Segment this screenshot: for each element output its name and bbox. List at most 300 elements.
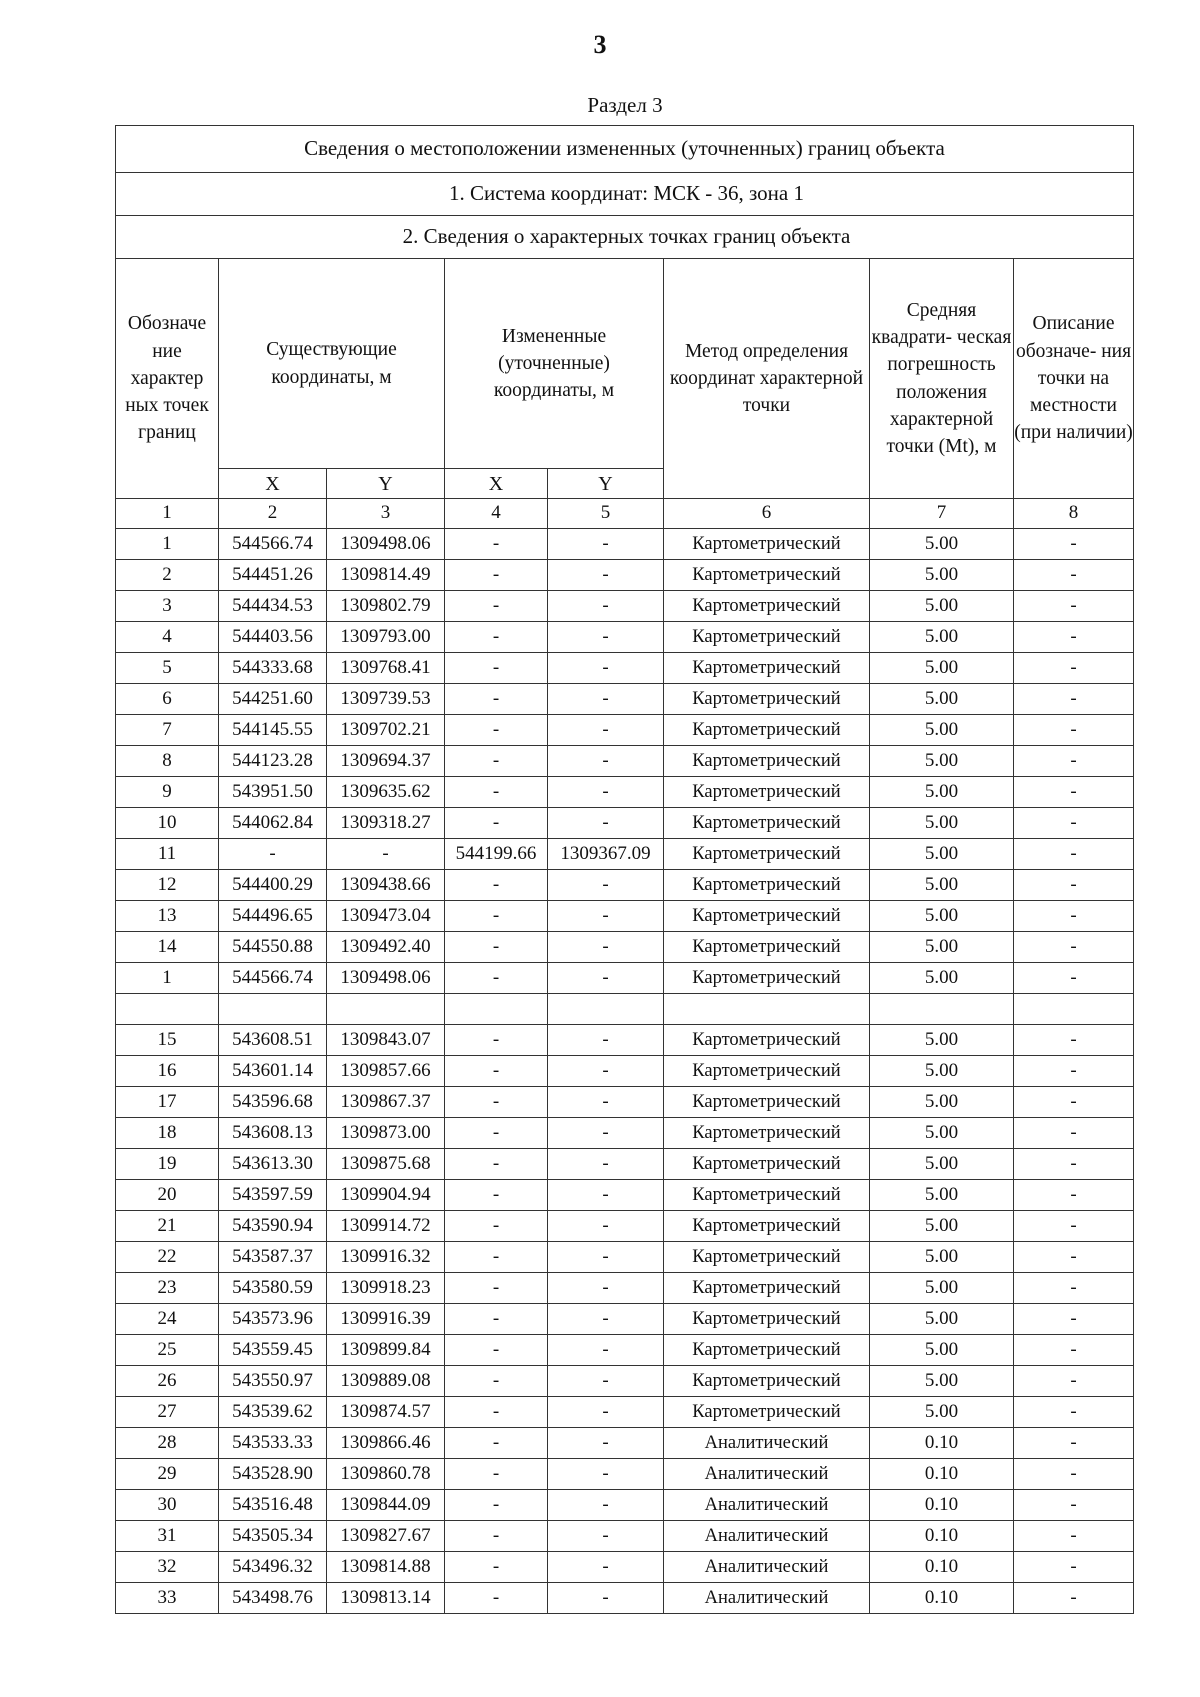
cell-changed-x: - (445, 1490, 548, 1521)
cell-existing-y: 1309874.57 (327, 1397, 445, 1428)
cell-existing-x: 543539.62 (219, 1397, 327, 1428)
cell-existing-y: 1309768.41 (327, 653, 445, 684)
header-changed-x: X (445, 469, 548, 499)
cell-method: Картометрический (664, 1118, 870, 1149)
cell-changed-y: - (548, 1428, 664, 1459)
cell-description: - (1014, 622, 1134, 653)
cell-point-id: 1 (116, 963, 219, 994)
cell-changed-y: - (548, 1273, 664, 1304)
column-number: 3 (327, 499, 445, 529)
cell-existing-y: 1309473.04 (327, 901, 445, 932)
cell-changed-x: - (445, 1335, 548, 1366)
cell-method: Картометрический (664, 1025, 870, 1056)
cell-method: Картометрический (664, 715, 870, 746)
header-description: Описание обозначе- ния точки на местности (при наличии) (1014, 259, 1134, 499)
cell-point-id: 20 (116, 1180, 219, 1211)
cell-changed-x: - (445, 963, 548, 994)
cell-changed-x: - (445, 1428, 548, 1459)
cell-changed-y: - (548, 1180, 664, 1211)
cell-point-id: 1 (116, 529, 219, 560)
cell-description: - (1014, 1242, 1134, 1273)
coordinate-system: 1. Система координат: МСК - 36, зона 1 (116, 173, 1134, 216)
cell-changed-y: - (548, 808, 664, 839)
cell-point-id: 8 (116, 746, 219, 777)
cell-method: Картометрический (664, 560, 870, 591)
cell-existing-y: 1309918.23 (327, 1273, 445, 1304)
cell-existing-y: 1309889.08 (327, 1366, 445, 1397)
cell-method: Картометрический (664, 1335, 870, 1366)
cell-changed-x: - (445, 901, 548, 932)
cell-description: - (1014, 529, 1134, 560)
cell-changed-y: - (548, 560, 664, 591)
cell-existing-y: 1309739.53 (327, 684, 445, 715)
cell-existing-y (327, 994, 445, 1025)
table-row (116, 870, 1134, 901)
header-point: Обозначе ние характер ных точек границ (116, 259, 219, 499)
table-row (116, 591, 1134, 622)
cell-existing-y: 1309866.46 (327, 1428, 445, 1459)
cell-method: Картометрический (664, 963, 870, 994)
cell-changed-x: - (445, 746, 548, 777)
cell-description: - (1014, 746, 1134, 777)
cell-accuracy: 5.00 (870, 808, 1014, 839)
cell-point-id: 3 (116, 591, 219, 622)
cell-point-id: 15 (116, 1025, 219, 1056)
cell-accuracy: 5.00 (870, 901, 1014, 932)
cell-changed-y: - (548, 1242, 664, 1273)
cell-existing-x: 544333.68 (219, 653, 327, 684)
cell-existing-y: 1309899.84 (327, 1335, 445, 1366)
cell-changed-y (548, 994, 664, 1025)
cell-changed-x: - (445, 1304, 548, 1335)
cell-method: Картометрический (664, 1087, 870, 1118)
cell-changed-y: - (548, 1025, 664, 1056)
boundary-points-table (115, 125, 1134, 1614)
column-number: 7 (870, 499, 1014, 529)
cell-method: Картометрический (664, 1056, 870, 1087)
cell-description: - (1014, 1521, 1134, 1552)
cell-changed-x: 544199.66 (445, 839, 548, 870)
table-row (116, 684, 1134, 715)
table-row (116, 1149, 1134, 1180)
cell-changed-y: 1309367.09 (548, 839, 664, 870)
cell-accuracy: 5.00 (870, 1211, 1014, 1242)
cell-description: - (1014, 1025, 1134, 1056)
cell-accuracy: 5.00 (870, 715, 1014, 746)
table-row (116, 901, 1134, 932)
cell-point-id: 13 (116, 901, 219, 932)
cell-changed-y: - (548, 1118, 664, 1149)
cell-description: - (1014, 1397, 1134, 1428)
table-row (116, 1428, 1134, 1459)
table-row (116, 963, 1134, 994)
cell-method: Аналитический (664, 1428, 870, 1459)
table-row (116, 1397, 1134, 1428)
table-row (116, 1211, 1134, 1242)
cell-existing-y: 1309492.40 (327, 932, 445, 963)
cell-method: Картометрический (664, 1242, 870, 1273)
cell-method: Картометрический (664, 529, 870, 560)
table-row (116, 1335, 1134, 1366)
cell-changed-y: - (548, 1490, 664, 1521)
cell-accuracy: 5.00 (870, 963, 1014, 994)
cell-description: - (1014, 1211, 1134, 1242)
cell-description: - (1014, 808, 1134, 839)
cell-changed-x: - (445, 591, 548, 622)
cell-existing-x: 544251.60 (219, 684, 327, 715)
cell-existing-x: 543533.33 (219, 1428, 327, 1459)
cell-point-id: 30 (116, 1490, 219, 1521)
cell-point-id: 25 (116, 1335, 219, 1366)
cell-changed-x: - (445, 1211, 548, 1242)
column-number: 2 (219, 499, 327, 529)
cell-changed-y: - (548, 1149, 664, 1180)
cell-accuracy: 0.10 (870, 1428, 1014, 1459)
cell-point-id (116, 994, 219, 1025)
cell-existing-x: 544496.65 (219, 901, 327, 932)
header-existing-coordinates: Существующие координаты, м (219, 259, 445, 469)
cell-existing-x: 544434.53 (219, 591, 327, 622)
cell-changed-x: - (445, 560, 548, 591)
cell-accuracy: 5.00 (870, 870, 1014, 901)
cell-existing-x: 544123.28 (219, 746, 327, 777)
cell-accuracy: 5.00 (870, 1366, 1014, 1397)
cell-accuracy: 0.10 (870, 1552, 1014, 1583)
table-row (116, 1025, 1134, 1056)
cell-existing-x: 543496.32 (219, 1552, 327, 1583)
table-row (116, 653, 1134, 684)
cell-description: - (1014, 932, 1134, 963)
cell-existing-y: 1309814.88 (327, 1552, 445, 1583)
cell-changed-y: - (548, 715, 664, 746)
table-row (116, 1490, 1134, 1521)
page-number: 3 (593, 30, 607, 59)
cell-existing-x: 544550.88 (219, 932, 327, 963)
cell-changed-x: - (445, 1459, 548, 1490)
cell-changed-x: - (445, 1149, 548, 1180)
cell-method: Картометрический (664, 1273, 870, 1304)
cell-changed-x: - (445, 622, 548, 653)
cell-method: Картометрический (664, 1397, 870, 1428)
cell-existing-x: 544566.74 (219, 963, 327, 994)
cell-accuracy: 0.10 (870, 1521, 1014, 1552)
cell-description: - (1014, 1459, 1134, 1490)
cell-existing-x: 543601.14 (219, 1056, 327, 1087)
cell-changed-y: - (548, 1521, 664, 1552)
cell-description: - (1014, 684, 1134, 715)
table-row (116, 1583, 1134, 1614)
cell-existing-x: 543590.94 (219, 1211, 327, 1242)
cell-description: - (1014, 591, 1134, 622)
cell-method: Картометрический (664, 1211, 870, 1242)
table-row (116, 1242, 1134, 1273)
cell-point-id: 19 (116, 1149, 219, 1180)
cell-point-id: 21 (116, 1211, 219, 1242)
cell-changed-y: - (548, 529, 664, 560)
table-title: Сведения о местоположении измененных (уточненных) границ объекта (116, 126, 1134, 173)
cell-point-id: 12 (116, 870, 219, 901)
cell-accuracy: 5.00 (870, 746, 1014, 777)
cell-method: Картометрический (664, 839, 870, 870)
cell-accuracy: 5.00 (870, 1397, 1014, 1428)
cell-point-id: 28 (116, 1428, 219, 1459)
cell-description: - (1014, 1366, 1134, 1397)
column-numbers-row (116, 499, 1134, 529)
table-row (116, 529, 1134, 560)
cell-point-id: 31 (116, 1521, 219, 1552)
cell-method (664, 994, 870, 1025)
cell-description: - (1014, 653, 1134, 684)
cell-changed-y: - (548, 684, 664, 715)
cell-method: Картометрический (664, 808, 870, 839)
cell-accuracy: 5.00 (870, 684, 1014, 715)
cell-method: Картометрический (664, 777, 870, 808)
cell-changed-y: - (548, 653, 664, 684)
cell-existing-y: 1309318.27 (327, 808, 445, 839)
section-title: Раздел 3 (587, 93, 663, 117)
header-existing-x: X (219, 469, 327, 499)
cell-method: Картометрический (664, 932, 870, 963)
cell-existing-x: 544145.55 (219, 715, 327, 746)
cell-point-id: 10 (116, 808, 219, 839)
cell-existing-y: 1309498.06 (327, 529, 445, 560)
cell-description: - (1014, 1428, 1134, 1459)
cell-accuracy: 5.00 (870, 839, 1014, 870)
cell-method: Картометрический (664, 1366, 870, 1397)
column-number: 8 (1014, 499, 1134, 529)
cell-changed-y: - (548, 932, 664, 963)
cell-existing-y: 1309843.07 (327, 1025, 445, 1056)
cell-existing-y: 1309802.79 (327, 591, 445, 622)
table-row (116, 1180, 1134, 1211)
table-row (116, 746, 1134, 777)
cell-existing-x: 544062.84 (219, 808, 327, 839)
cell-existing-y: 1309904.94 (327, 1180, 445, 1211)
cell-description: - (1014, 1304, 1134, 1335)
cell-point-id: 5 (116, 653, 219, 684)
cell-description: - (1014, 870, 1134, 901)
cell-existing-x: 543516.48 (219, 1490, 327, 1521)
table-row (116, 1087, 1134, 1118)
cell-description: - (1014, 1273, 1134, 1304)
cell-changed-y: - (548, 1552, 664, 1583)
cell-changed-x: - (445, 1366, 548, 1397)
cell-description: - (1014, 777, 1134, 808)
cell-existing-y: 1309916.39 (327, 1304, 445, 1335)
cell-changed-y: - (548, 591, 664, 622)
cell-method: Картометрический (664, 653, 870, 684)
cell-accuracy (870, 994, 1014, 1025)
cell-changed-x: - (445, 1242, 548, 1273)
cell-existing-x: 543608.13 (219, 1118, 327, 1149)
cell-changed-x: - (445, 653, 548, 684)
cell-method: Картометрический (664, 746, 870, 777)
cell-point-id: 32 (116, 1552, 219, 1583)
cell-accuracy: 5.00 (870, 1304, 1014, 1335)
cell-changed-y: - (548, 1335, 664, 1366)
cell-existing-y: 1309438.66 (327, 870, 445, 901)
cell-existing-y: 1309635.62 (327, 777, 445, 808)
cell-changed-y: - (548, 1459, 664, 1490)
cell-changed-x: - (445, 1397, 548, 1428)
table-row (116, 777, 1134, 808)
header-existing-y: Y (327, 469, 445, 499)
table-row (116, 622, 1134, 653)
cell-point-id: 26 (116, 1366, 219, 1397)
cell-method: Аналитический (664, 1521, 870, 1552)
cell-existing-x (219, 994, 327, 1025)
header-accuracy: Средняя квадрати- ческая погрешность положения характерной точки (Mt), м (870, 259, 1014, 499)
cell-method: Картометрический (664, 1149, 870, 1180)
column-number: 5 (548, 499, 664, 529)
cell-existing-y: 1309857.66 (327, 1056, 445, 1087)
cell-existing-x: - (219, 839, 327, 870)
table-row (116, 1118, 1134, 1149)
cell-point-id: 22 (116, 1242, 219, 1273)
cell-changed-x: - (445, 777, 548, 808)
cell-existing-y: 1309702.21 (327, 715, 445, 746)
cell-existing-y: 1309875.68 (327, 1149, 445, 1180)
cell-changed-y: - (548, 870, 664, 901)
cell-description (1014, 994, 1134, 1025)
cell-method: Картометрический (664, 591, 870, 622)
cell-method: Аналитический (664, 1583, 870, 1614)
cell-existing-y: 1309867.37 (327, 1087, 445, 1118)
cell-point-id: 33 (116, 1583, 219, 1614)
cell-accuracy: 5.00 (870, 1149, 1014, 1180)
cell-changed-y: - (548, 622, 664, 653)
cell-accuracy: 0.10 (870, 1583, 1014, 1614)
cell-description: - (1014, 1335, 1134, 1366)
cell-accuracy: 5.00 (870, 560, 1014, 591)
cell-point-id: 14 (116, 932, 219, 963)
cell-changed-y: - (548, 1211, 664, 1242)
header-changed-y: Y (548, 469, 664, 499)
cell-existing-y: 1309916.32 (327, 1242, 445, 1273)
cell-description: - (1014, 1087, 1134, 1118)
cell-existing-x: 543608.51 (219, 1025, 327, 1056)
cell-method: Картометрический (664, 901, 870, 932)
cell-existing-x: 544400.29 (219, 870, 327, 901)
cell-accuracy: 5.00 (870, 529, 1014, 560)
cell-changed-x (445, 994, 548, 1025)
cell-method: Картометрический (664, 1180, 870, 1211)
cell-existing-x: 543559.45 (219, 1335, 327, 1366)
column-number: 1 (116, 499, 219, 529)
cell-point-id: 18 (116, 1118, 219, 1149)
cell-changed-y: - (548, 901, 664, 932)
cell-changed-x: - (445, 715, 548, 746)
cell-description: - (1014, 1056, 1134, 1087)
cell-changed-x: - (445, 684, 548, 715)
cell-existing-x: 543596.68 (219, 1087, 327, 1118)
cell-existing-x: 543587.37 (219, 1242, 327, 1273)
column-number: 4 (445, 499, 548, 529)
cell-changed-y: - (548, 1583, 664, 1614)
cell-point-id: 11 (116, 839, 219, 870)
cell-accuracy: 5.00 (870, 622, 1014, 653)
cell-existing-x: 543951.50 (219, 777, 327, 808)
cell-accuracy: 0.10 (870, 1490, 1014, 1521)
cell-method: Аналитический (664, 1490, 870, 1521)
cell-changed-y: - (548, 1366, 664, 1397)
cell-changed-y: - (548, 1397, 664, 1428)
cell-method: Аналитический (664, 1552, 870, 1583)
header-method: Метод определения координат характерной точки (664, 259, 870, 499)
cell-existing-x: 543597.59 (219, 1180, 327, 1211)
header-changed-coordinates: Измененные (уточненные) координаты, м (445, 259, 664, 469)
cell-existing-y: 1309813.14 (327, 1583, 445, 1614)
cell-changed-y: - (548, 1304, 664, 1335)
cell-description: - (1014, 901, 1134, 932)
cell-accuracy: 5.00 (870, 932, 1014, 963)
cell-changed-x: - (445, 932, 548, 963)
cell-changed-x: - (445, 1583, 548, 1614)
cell-description: - (1014, 1149, 1134, 1180)
table-row (116, 808, 1134, 839)
cell-point-id: 9 (116, 777, 219, 808)
cell-point-id: 24 (116, 1304, 219, 1335)
cell-existing-x: 543505.34 (219, 1521, 327, 1552)
cell-changed-y: - (548, 777, 664, 808)
table-row (116, 1304, 1134, 1335)
cell-existing-y: 1309498.06 (327, 963, 445, 994)
cell-changed-y: - (548, 963, 664, 994)
table-row (116, 839, 1134, 870)
cell-accuracy: 5.00 (870, 1242, 1014, 1273)
table-row (116, 1056, 1134, 1087)
cell-description: - (1014, 1118, 1134, 1149)
cell-existing-y: 1309814.49 (327, 560, 445, 591)
cell-changed-x: - (445, 529, 548, 560)
cell-description: - (1014, 1552, 1134, 1583)
cell-point-id: 16 (116, 1056, 219, 1087)
cell-point-id: 6 (116, 684, 219, 715)
cell-description: - (1014, 1583, 1134, 1614)
table-row (116, 1459, 1134, 1490)
cell-changed-x: - (445, 1521, 548, 1552)
cell-existing-y: - (327, 839, 445, 870)
cell-changed-x: - (445, 808, 548, 839)
cell-accuracy: 5.00 (870, 1087, 1014, 1118)
cell-existing-x: 543613.30 (219, 1149, 327, 1180)
cell-existing-y: 1309873.00 (327, 1118, 445, 1149)
table-row (116, 932, 1134, 963)
cell-existing-y: 1309694.37 (327, 746, 445, 777)
cell-existing-y: 1309914.72 (327, 1211, 445, 1242)
cell-point-id: 27 (116, 1397, 219, 1428)
table-row (116, 715, 1134, 746)
cell-description: - (1014, 839, 1134, 870)
cell-existing-x: 544566.74 (219, 529, 327, 560)
cell-changed-x: - (445, 870, 548, 901)
cell-accuracy: 5.00 (870, 1056, 1014, 1087)
table-row (116, 1273, 1134, 1304)
cell-changed-x: - (445, 1025, 548, 1056)
cell-method: Картометрический (664, 622, 870, 653)
cell-description: - (1014, 1180, 1134, 1211)
cell-changed-x: - (445, 1118, 548, 1149)
table-row (116, 1366, 1134, 1397)
cell-changed-x: - (445, 1273, 548, 1304)
cell-accuracy: 5.00 (870, 1180, 1014, 1211)
cell-description: - (1014, 560, 1134, 591)
cell-existing-x: 544451.26 (219, 560, 327, 591)
cell-accuracy: 5.00 (870, 777, 1014, 808)
cell-existing-y: 1309860.78 (327, 1459, 445, 1490)
table-separator-row (116, 994, 1134, 1025)
cell-method: Картометрический (664, 1304, 870, 1335)
